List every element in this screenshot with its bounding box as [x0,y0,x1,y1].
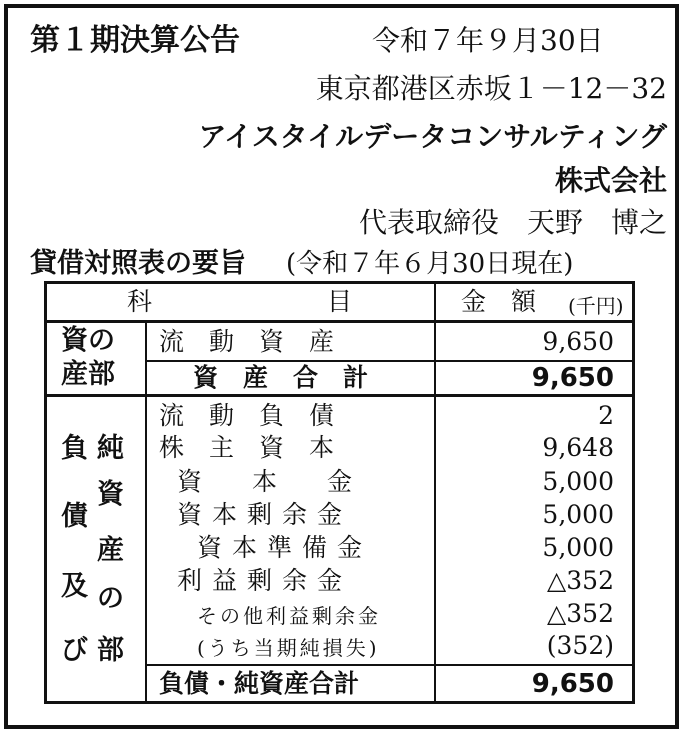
net-section-char-3: 産 [97,535,124,566]
row-capital-surplus-value: 5,000 [542,500,614,529]
liab-section-char-4: び [61,635,88,666]
row-shareholders-equity-label: 株 主 資 本 [159,433,335,462]
balance-sheet-date: (令和７年６月30日現在) [286,249,574,279]
row-capital-label: 資 本 金 [177,467,353,496]
row-shareholders-equity-value: 9,648 [542,433,614,462]
notice-title: 第１期決算公告 [30,23,240,58]
assets-total-value: 9,650 [531,363,614,393]
assets-total-label: 資 産 合 計 [193,363,369,392]
row-capital-reserve-value: 5,000 [542,533,614,562]
liab-section-char-2: 債 [61,501,88,532]
row-other-retained-earnings-value: △352 [547,599,614,628]
row-current-assets-label: 流 動 資 産 [159,327,335,356]
header-account: 科 目 [127,287,353,316]
row-retained-earnings-label: 利益剰余金 [177,566,353,595]
header-amount: 金 額 [461,287,537,316]
liab-section-char-3: 及 [61,571,88,602]
net-section-char-5: 部 [97,635,124,666]
asset-total-rule [145,360,632,362]
company-name-line2: 株式会社 [554,164,667,197]
row-capital-value: 5,000 [542,467,614,496]
row-current-liabilities-label: 流 動 負 債 [159,401,335,430]
assets-section-label-1: 資の [61,325,115,356]
row-current-assets-value: 9,650 [542,327,614,356]
balance-sheet-title: 貸借対照表の要旨 [30,248,246,279]
header-rule [47,320,632,323]
liab-total-label: 負債・純資産合計 [159,669,360,698]
company-address: 東京都港区赤坂１－12－32 [315,72,667,105]
row-capital-reserve-label: 資本準備金 [197,533,373,562]
row-current-liabilities-value: 2 [598,401,614,430]
assets-section-label-2: 産部 [61,359,115,390]
net-section-char-4: の [97,583,124,614]
row-capital-surplus-label: 資本剰余金 [177,500,353,529]
asset-section-rule [47,394,632,397]
row-net-loss-label: (うち当期純損失) [197,636,380,660]
header-unit: (千円) [568,294,624,318]
balance-sheet-table [44,281,635,704]
liab-total-rule [145,664,632,666]
notice-date: 令和７年９月30日 [372,24,604,57]
row-other-retained-earnings-label: その他利益剰余金 [197,604,381,628]
row-net-loss-value: (352) [546,631,614,660]
representative: 代表取締役 天野 博之 [358,206,667,239]
amount-divider [434,284,436,701]
section-divider [145,322,147,701]
liab-section-char-1: 負 [61,433,88,464]
net-section-char-2: 資 [97,479,124,510]
company-name-line1: アイスタイルデータコンサルティング [198,120,667,153]
row-retained-earnings-value: △352 [547,566,614,595]
liab-total-value: 9,650 [531,669,614,699]
net-section-char-1: 純 [97,433,124,464]
